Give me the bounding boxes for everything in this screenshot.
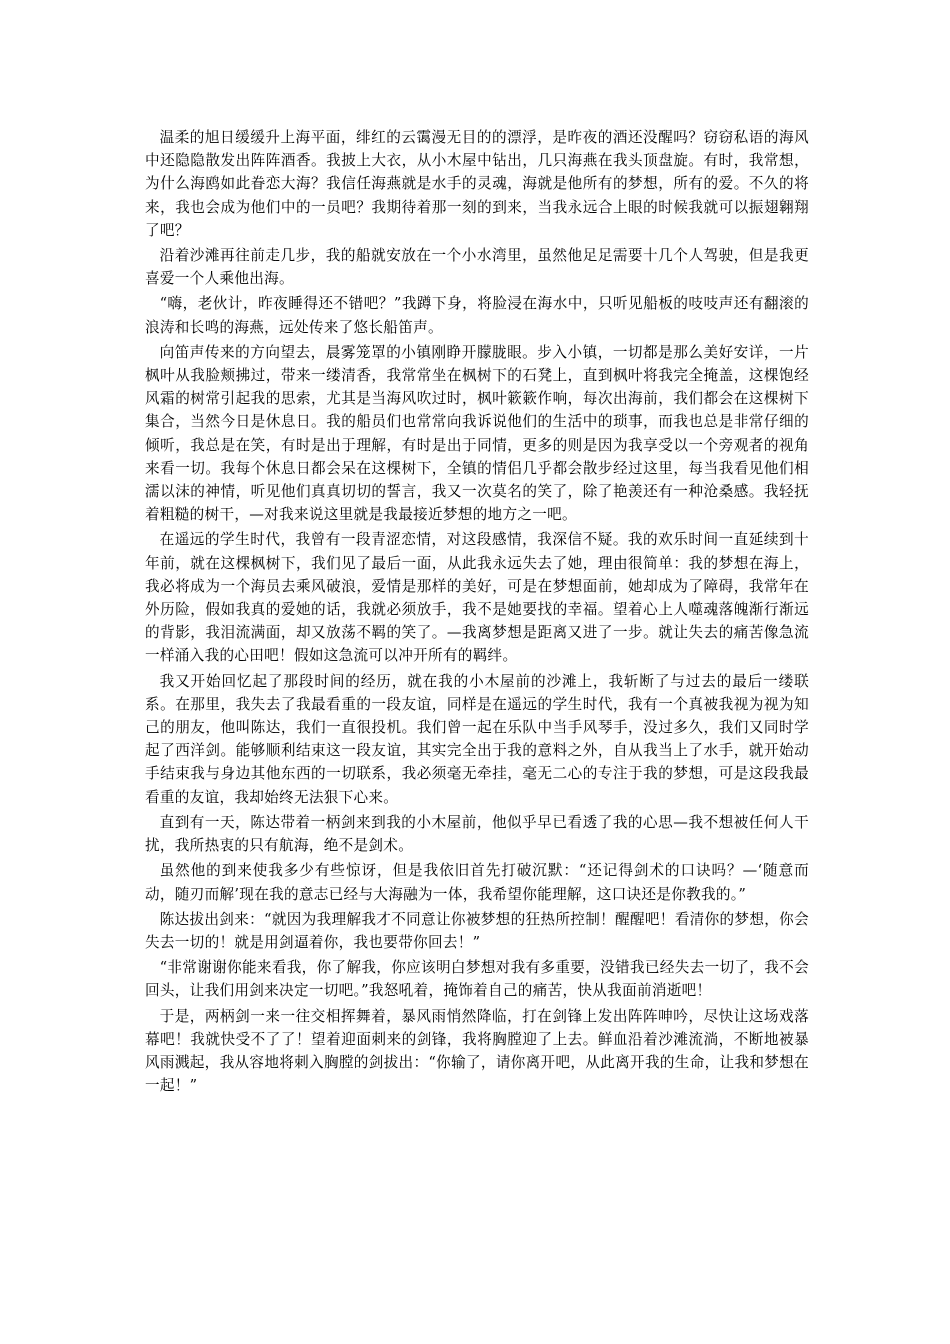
paragraph: 陈达拔出剑来：“就因为我理解我才不同意让你被梦想的狂热所控制！醒醒吧！看清你的梦想，你会失去一切的！就是用剑逼着你，我也要带你回去！” — [145, 910, 809, 951]
paragraph: 我又开始回忆起了那段时间的经历，就在我的小木屋前的沙滩上，我斩断了与过去的最后一缕联系。在那里，我失去了我最看重的一段友谊，同样是在遥远的学生时代，我有一个真被我视为视为知己的朋友，他叫陈达，我们一直很投机。我们曾一起在乐队中当手风琴手，没过多久，我们又同时学起了西洋剑。能够顺利结束这一段友谊，其实完全出于我的意料之外，自从我当上了水手，就开始动手结束我与身边其他东西的一切联系，我必须毫无牵挂，毫无二心的专注于我的梦想，可是这段我最看重的友谊，我却始终无法狠下心来。 — [145, 672, 809, 806]
paragraph: 于是，两柄剑一来一往交相挥舞着，暴风雨悄然降临，打在剑锋上发出阵阵呻吟，尽快让这场戏落幕吧！我就快受不了了！望着迎面刺来的剑锋，我将胸膛迎了上去。鲜血沿着沙滩流淌，不断地被暴风雨溅起，我从容地将刺入胸膛的剑拔出：“你输了，请你离开吧，从此离开我的生命，让我和梦想在一起！” — [145, 1007, 809, 1095]
paragraph: “嗨，老伙计，昨夜睡得还不错吧？”我蹲下身，将脸浸在海水中，只听见船板的吱吱声还有翻滚的浪涛和长鸣的海燕，远处传来了悠长船笛声。 — [145, 295, 809, 336]
paragraph: 在遥远的学生时代，我曾有一段青涩恋情，对这段感情，我深信不疑。我的欢乐时间一直延续到十年前，就在这棵枫树下，我们见了最后一面，从此我永远失去了她，理由很简单：我的梦想在海上，我必将成为一个海员去乘风破浪，爱情是那样的美好，可是在梦想面前，她却成为了障碍，我常年在外历险，假如我真的爱她的话，我就必须放手，我不是她要找的幸福。望着心上人噬魂落魄渐行渐远的背影，我泪流满面，却又放荡不羁的笑了。—我离梦想是距离又进了一步。就让失去的痛苦像急流一样涌入我的心田吧！假如这急流可以冲开所有的羁绊。 — [145, 531, 809, 665]
paragraph: 沿着沙滩再往前走几步，我的船就安放在一个小水湾里，虽然他足足需要十几个人驾驶，但是我更喜爱一个人乘他出海。 — [145, 247, 809, 288]
paragraph: 温柔的旭日缓缓升上海平面，绯红的云霭漫无目的的漂浮，是昨夜的酒还没醒吗？窃窃私语的海风中还隐隐散发出阵阵酒香。我披上大衣，从小木屋中钻出，几只海燕在我头顶盘旋。有时，我常想，为什么海鸥如此眷恋大海？我信任海燕就是水手的灵魂，海就是他所有的梦想，所有的爱。不久的将来，我也会成为他们中的一员吧？我期待着那一刻的到来，当我永远合上眼的时候我就可以振翅翱翔了吧？ — [145, 129, 809, 239]
paragraph: 向笛声传来的方向望去，晨雾笼罩的小镇刚睁开朦胧眼。步入小镇，一切都是那么美好安详，一片枫叶从我脸颊拂过，带来一缕清香，我常常坐在枫树下的石凳上，直到枫叶将我完全掩盖，这棵饱经风霜的树常引起我的思索，尤其是当海风吹过时，枫叶簌簌作响，每次出海前，我们都会在这棵树下集合，当然今日是休息日。我的船员们也常常向我诉说他们的生活中的琐事，而我也总是非常仔细的倾听，我总是在笑，有时是出于理解，有时是出于同情，更多的则是因为我享受以一个旁观者的视角来看一切。我每个休息日都会呆在这棵树下，全镇的情侣几乎都会散步经过这里，每当我看见他们相濡以沫的神情，听见他们真真切切的誓言，我又一次莫名的笑了，除了艳羡还有一种沧桑感。我轻抚着粗糙的树干，—对我来说这里就是我最接近梦想的地方之一吧。 — [145, 343, 809, 524]
paragraph: “非常谢谢你能来看我，你了解我，你应该明白梦想对我有多重要，没错我已经失去一切了，我不会回头，让我们用剑来决定一切吧。”我怒吼着，掩饰着自己的痛苦，快从我面前消逝吧！ — [145, 959, 809, 1000]
paragraph: 直到有一天，陈达带着一柄剑来到我的小木屋前，他似乎早已看透了我的心思—我不想被任何人干扰，我所热衷的只有航海，绝不是剑术。 — [145, 813, 809, 855]
paragraph: 虽然他的到来使我多少有些惊讶，但是我依旧首先打破沉默：“还记得剑术的口诀吗？—‘随意而动，随刃而解’现在我的意志已经与大海融为一体，我希望你能理解，这口诀还是你教我的。” — [145, 862, 809, 903]
document-body — [145, 126, 809, 1099]
